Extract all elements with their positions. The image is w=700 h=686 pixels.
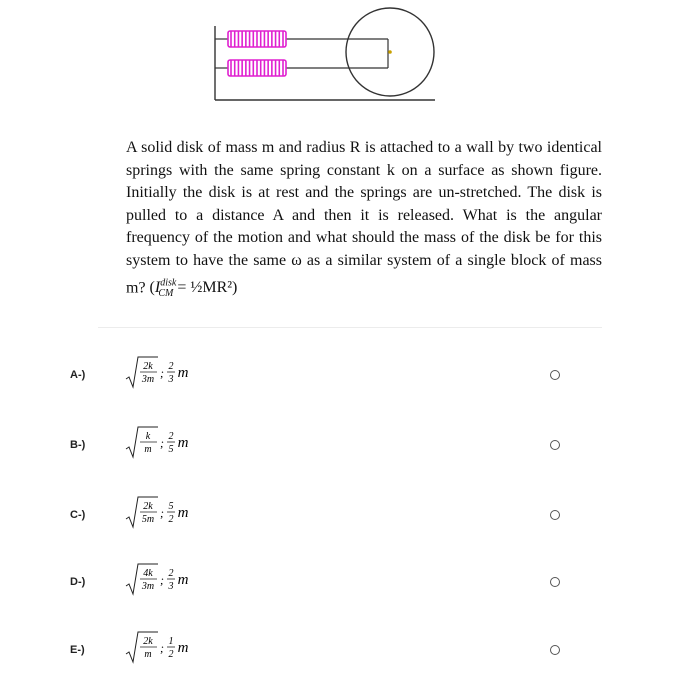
question-body: A solid disk of mass m and radius R is attached to a wall by two identical springs with the same spring constant k on a surface as shown figure. Initially the disk is at rest and the springs are un-stretched. The disk is pulled to a distance A and then it is released. What is the angular frequency of the motion and what should the mass of the disk be for this system to have the same ω as a similar system of a single block of mass m? [126,139,602,296]
fraction-denominator: 3 [168,581,174,592]
mass-symbol: m [177,505,189,521]
radicand-denominator: 3m [141,374,155,385]
radicand-denominator: m [144,444,152,455]
radicand-numerator: 2k [143,501,153,512]
spring-top [228,31,286,47]
option-radio[interactable] [550,510,560,520]
spring-bottom [228,60,286,76]
answer-option[interactable] [0,415,700,475]
option-letter: B-) [70,439,86,451]
option-formula [120,556,210,602]
radicand-denominator: 3m [141,581,155,592]
separator: ; [160,573,164,587]
radicand-numerator: 4k [143,568,153,579]
answer-option[interactable] [0,345,700,405]
fraction-denominator: 2 [168,514,174,525]
radicand-denominator: 5m [141,514,155,525]
fraction-numerator: 2 [168,431,174,442]
mass-symbol: m [177,365,189,381]
option-letter: D-) [70,576,86,588]
question-text [126,137,602,306]
radicand-numerator: k [145,431,151,442]
radicand-numerator: 2k [143,636,153,647]
option-letter: C-) [70,509,86,521]
option-formula [120,349,210,395]
fraction-numerator: 1 [168,636,174,647]
option-formula [120,489,210,535]
mass-symbol: m [177,435,189,451]
option-radio[interactable] [550,370,560,380]
mass-symbol: m [177,640,189,656]
separator: ; [160,366,164,380]
fraction-numerator: 5 [168,501,174,512]
option-formula [120,624,210,670]
answer-option[interactable] [0,485,700,545]
option-radio[interactable] [550,440,560,450]
option-radio[interactable] [550,577,560,587]
option-radio[interactable] [550,645,560,655]
fraction-numerator: 2 [168,568,174,579]
fraction-denominator: 2 [168,649,174,660]
radicand-numerator: 2k [143,361,153,372]
option-formula [120,419,210,465]
disk-spring-diagram [210,6,440,106]
separator: ; [160,436,164,450]
separator: ; [160,506,164,520]
inertia-formula: ($I^{disk}_{CM}$ = ½MR²) [149,277,238,300]
mass-symbol: m [177,572,189,588]
option-letter: E-) [70,644,85,656]
radicand-denominator: m [144,649,152,660]
fraction-denominator: 5 [168,444,174,455]
option-letter: A-) [70,369,86,381]
disk-center-dot [388,50,392,54]
answer-option[interactable] [0,552,700,612]
fraction-denominator: 3 [168,374,174,385]
divider [98,327,602,328]
separator: ; [160,641,164,655]
fraction-numerator: 2 [168,361,174,372]
answer-option[interactable] [0,620,700,680]
